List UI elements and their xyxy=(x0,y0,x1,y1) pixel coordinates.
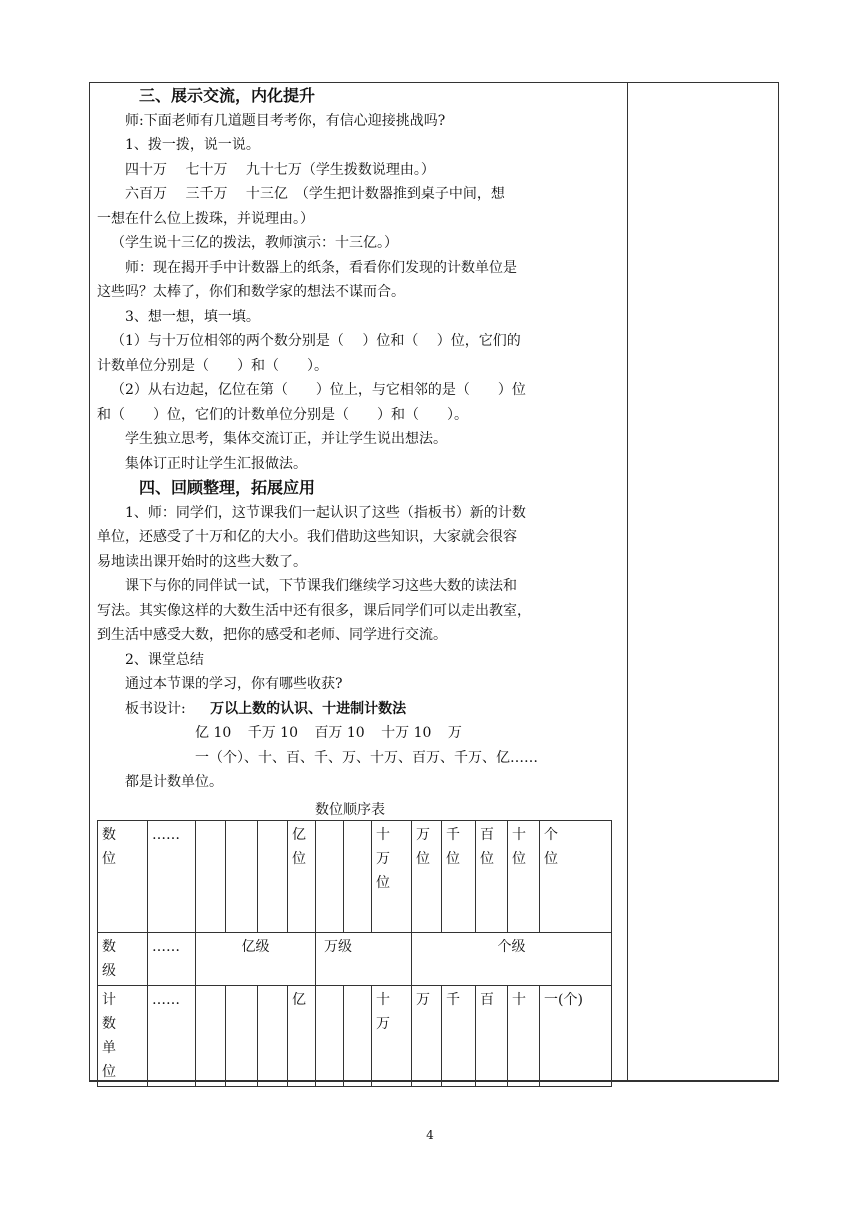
table-cell xyxy=(226,821,258,933)
board-unit: 千万 10 xyxy=(247,725,298,741)
s4-line-2: 单位，还感受了十万和亿的大小。我们借助这些知识，大家就会很容 xyxy=(97,529,517,545)
table-cell: …… xyxy=(148,821,196,933)
column-divider xyxy=(627,82,628,1082)
section3-heading: 三、展示交流，内化提升 xyxy=(139,86,316,105)
s3-line-4: 六百万 三千万 十三亿 （学生把计数器推到桌子中间，想 xyxy=(125,186,505,202)
table-row xyxy=(98,933,612,986)
board-unit: 亿 10 xyxy=(195,725,232,741)
table-cell xyxy=(344,986,372,1087)
table-caption: 数位顺序表 xyxy=(315,802,385,818)
s4-line-7: 2、课堂总结 xyxy=(125,651,204,668)
s4-line-4: 课下与你的同伴试一试，下节课我们继续学习这些大数的读法和 xyxy=(125,578,517,594)
page-number: 4 xyxy=(426,1128,434,1142)
s4-line-1: 1、师：同学们，这节课我们一起认识了这些（指板书）新的计数 xyxy=(125,504,526,521)
s4-line-3: 易地读出课开始时的这些大数了。 xyxy=(97,553,307,570)
place-value-table xyxy=(97,820,612,1087)
table-cell: 数 位 xyxy=(98,821,148,933)
table-cell: 十 万 位 xyxy=(372,821,412,933)
table-cell: 万 xyxy=(412,986,442,1087)
section4-heading: 四、回顾整理，拓展应用 xyxy=(139,478,316,497)
s3-line-1: 师:下面老师有几道题目考考你，有信心迎接挑战吗? xyxy=(125,112,446,129)
table-cell: 一(个) xyxy=(540,986,612,1087)
table-cell-group: 万级 xyxy=(316,933,412,986)
table-cell: 百 xyxy=(476,986,508,1087)
s4-line-6: 到生活中感受大数，把你的感受和老师、同学进行交流。 xyxy=(97,627,447,643)
s3-line-14: 学生独立思考，集体交流订正，并让学生说出想法。 xyxy=(125,431,447,447)
table-cell-group: 亿级 xyxy=(196,933,316,986)
table-cell: …… xyxy=(148,933,196,986)
s3-line-9: 3、想一想，填一填。 xyxy=(125,308,260,325)
lesson-content xyxy=(97,84,622,795)
s3-line-6: （学生说十三亿的拨法，教师演示：十三亿。） xyxy=(111,235,398,251)
s3-line-8: 这些吗？太棒了，你们和数学家的想法不谋而合。 xyxy=(97,284,405,300)
s3-line-2: 1、拨一拨，说一说。 xyxy=(125,137,260,153)
table-cell: 十 位 xyxy=(508,821,540,933)
board-list-line: 一（个）、十、百、千、万、十万、百万、千万、亿…… xyxy=(195,749,538,766)
s3-line-7: 师：现在揭开手中计数器上的纸条，看看你们发现的计数单位是 xyxy=(125,259,517,276)
table-cell: 计 数 单 位 xyxy=(98,986,148,1087)
table-cell xyxy=(226,986,258,1087)
table-cell xyxy=(196,986,226,1087)
table-cell: …… xyxy=(148,986,196,1087)
board-title: 万以上数的认识、十进制计数法 xyxy=(210,700,407,717)
table-row xyxy=(98,821,612,933)
table-cell: 个 位 xyxy=(540,821,612,933)
table-cell: 数 级 xyxy=(98,933,148,986)
table-cell xyxy=(258,821,288,933)
table-cell: 十 xyxy=(508,986,540,1087)
board-note: 都是计数单位。 xyxy=(125,774,223,790)
s3-line-13: 和（ ）位，它们的计数单位分别是（ ）和（ ）。 xyxy=(97,406,468,423)
board-unit: 万 xyxy=(447,725,462,741)
table-cell: 百 位 xyxy=(476,821,508,933)
s4-line-5: 写法。其实像这样的大数生活中还有很多，课后同学们可以走出教室， xyxy=(97,602,531,619)
table-cell: 十 万 xyxy=(372,986,412,1087)
s3-line-12: （2）从右边起，亿位在第（ ）位上，与它相邻的是（ ）位 xyxy=(111,382,526,398)
table-cell: 万 位 xyxy=(412,821,442,933)
table-cell xyxy=(196,821,226,933)
s3-line-3: 四十万 七十万 九十七万（学生拨数说理由。） xyxy=(125,161,435,178)
table-cell xyxy=(258,986,288,1087)
s3-line-11: 计数单位分别是（ ）和（ ）。 xyxy=(97,357,328,374)
board-label: 板书设计: xyxy=(125,700,186,717)
table-row xyxy=(98,986,612,1087)
table-cell-group: 个级 xyxy=(412,933,612,986)
board-design-line xyxy=(97,697,622,722)
table-cell xyxy=(316,821,344,933)
s3-line-5: 一想在什么位上拨珠，并说理由。） xyxy=(97,210,314,227)
board-unit: 十万 10 xyxy=(381,725,432,741)
table-cell: 亿 xyxy=(288,986,316,1087)
table-cell: 千 位 xyxy=(442,821,476,933)
board-unit: 百万 10 xyxy=(314,725,365,741)
table-cell: 亿 位 xyxy=(288,821,316,933)
s4-line-8: 通过本节课的学习，你有哪些收获? xyxy=(125,676,343,692)
s3-line-10: （1）与十万位相邻的两个数分别是（ ）位和（ ）位，它们的 xyxy=(111,333,521,349)
board-units-line xyxy=(97,721,622,746)
table-cell xyxy=(344,821,372,933)
table-cell xyxy=(316,986,344,1087)
s3-line-15: 集体订正时让学生汇报做法。 xyxy=(125,455,307,472)
table-cell: 千 xyxy=(442,986,476,1087)
